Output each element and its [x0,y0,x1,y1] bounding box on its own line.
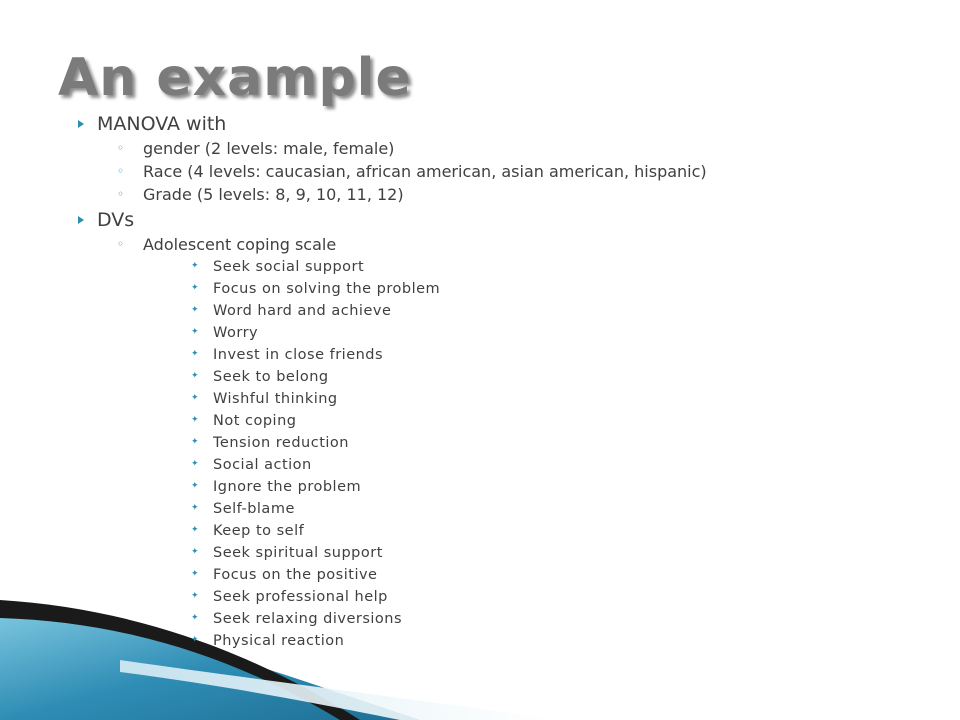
circle-bullet-icon: ◦ [117,187,125,201]
star-bullet-icon: ✦ [191,415,200,425]
star-bullet-icon: ✦ [191,393,200,403]
star-bullet-icon: ✦ [191,283,200,293]
sub-bullet-grade [97,183,938,206]
star-bullet-icon: ✦ [191,327,200,337]
sub-bullet-list [97,233,938,652]
coping-item [143,256,938,278]
sub-bullet-text: Grade (5 levels: 8, 9, 10, 11, 12) [143,185,404,204]
bullet-manova [78,112,938,206]
coping-item [143,542,938,564]
coping-item [143,410,938,432]
triangle-bullet-icon [78,216,84,224]
coping-item [143,278,938,300]
coping-item-text: Wishful thinking [213,391,338,407]
coping-item [143,366,938,388]
coping-item-text: Keep to self [213,523,305,539]
coping-item-text: Seek professional help [213,589,388,605]
coping-item [143,608,938,630]
coping-item [143,300,938,322]
coping-item [143,520,938,542]
bullet-text: DVs [97,209,135,231]
coping-item-text: Ignore the problem [213,479,362,495]
star-bullet-icon: ✦ [191,261,200,271]
star-bullet-icon: ✦ [191,349,200,359]
slide-content [78,112,938,652]
circle-bullet-icon: ◦ [117,237,125,251]
star-bullet-icon: ✦ [191,635,200,645]
coping-item-text: Focus on the positive [213,567,378,583]
star-bullet-icon: ✦ [191,305,200,315]
sub-bullet-text: Adolescent coping scale [143,235,337,254]
star-bullet-icon: ✦ [191,503,200,513]
star-bullet-icon: ✦ [191,371,200,381]
star-bullet-icon: ✦ [191,437,200,447]
coping-item [143,344,938,366]
star-bullet-icon: ✦ [191,591,200,601]
coping-item [143,454,938,476]
coping-item-text: Seek relaxing diversions [213,611,403,627]
star-bullet-icon: ✦ [191,547,200,557]
coping-item [143,476,938,498]
coping-item-text: Physical reaction [213,633,345,649]
coping-item-text: Self-blame [213,501,295,517]
coping-item-text: Seek to belong [213,369,329,385]
bullet-dvs [78,208,938,652]
star-bullet-icon: ✦ [191,569,200,579]
star-bullet-icon: ✦ [191,613,200,623]
coping-scale-list [143,256,938,652]
sub-bullet-list [97,137,938,206]
triangle-bullet-icon [78,120,84,128]
coping-item-text: Focus on solving the problem [213,281,441,297]
bullet-text: MANOVA with [97,113,227,135]
sub-bullet-race [97,160,938,183]
circle-bullet-icon: ◦ [117,164,125,178]
sub-bullet-coping-scale [97,233,938,652]
coping-item [143,564,938,586]
sub-bullet-text: Race (4 levels: caucasian, african american, asian american, hispanic) [143,162,707,181]
star-bullet-icon: ✦ [191,459,200,469]
coping-item-text: Invest in close friends [213,347,384,363]
sub-bullet-gender [97,137,938,160]
coping-item-text: Not coping [213,413,297,429]
coping-item-text: Seek spiritual support [213,545,383,561]
coping-item [143,388,938,410]
slide-title: An example [58,48,412,108]
coping-item-text: Word hard and achieve [213,303,392,319]
coping-item-text: Social action [213,457,312,473]
coping-item [143,586,938,608]
star-bullet-icon: ✦ [191,481,200,491]
coping-item-text: Worry [213,325,259,341]
sub-bullet-text: gender (2 levels: male, female) [143,139,395,158]
coping-item [143,630,938,652]
coping-item-text: Tension reduction [213,435,349,451]
coping-item [143,432,938,454]
circle-bullet-icon: ◦ [117,141,125,155]
coping-item-text: Seek social support [213,259,365,275]
star-bullet-icon: ✦ [191,525,200,535]
coping-item [143,322,938,344]
coping-item [143,498,938,520]
bullet-list [78,112,938,652]
